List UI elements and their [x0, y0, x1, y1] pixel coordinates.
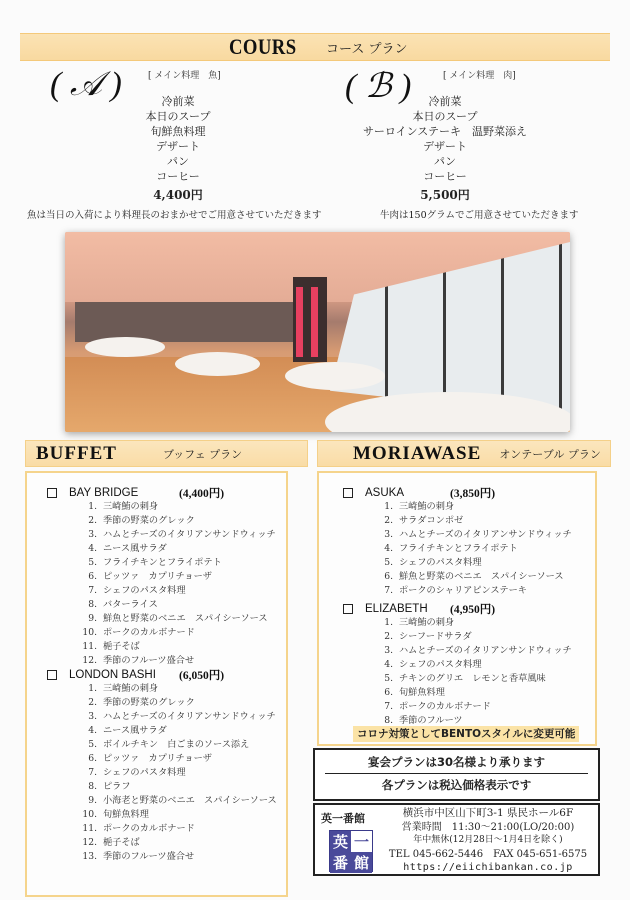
list-item: 4. ニース風サラダ — [88, 543, 167, 554]
list-item: 12. 季節のフルーツ盛合せ — [82, 655, 195, 666]
menu-item: 冷前菜 — [428, 95, 462, 108]
menu-item: パン — [434, 155, 456, 168]
course-main-tag-b: [ メイン料理 肉] — [443, 71, 516, 81]
course-price-a: 4,400円 — [153, 188, 203, 202]
list-item: 9. 小海老と野菜のベニエ スパイシーソース — [88, 795, 277, 806]
shop-logo-icon — [329, 830, 373, 872]
list-item: 9. 鮮魚と野菜のベニエ スパイシーソース — [88, 613, 268, 624]
list-item: 6. 鮮魚と野菜のベニエ スパイシーソース — [384, 571, 564, 582]
list-item: 1. 三崎鮪の刺身 — [88, 501, 159, 512]
plan-items — [373, 616, 572, 728]
list-item: 2. シーフードサラダ — [384, 631, 472, 642]
menu-item: 本日のスープ — [145, 110, 211, 123]
list-item: 6. ピッツァ カプリチョーザ — [88, 753, 212, 764]
photo-table — [85, 337, 165, 357]
menu-item: 旬鮮魚料理 — [150, 125, 206, 138]
menu-item: サーロインステーキ 温野菜添え — [362, 125, 528, 138]
list-item: 8. 季節のフルーツ — [384, 715, 463, 726]
course-menu-a — [78, 94, 278, 184]
buffet-title-en: BUFFET — [36, 442, 117, 464]
cours-title-jp: コース プラン — [326, 41, 408, 57]
list-item: 8. ピラフ — [88, 781, 131, 792]
logo-char: 一 — [351, 831, 372, 852]
notice-tax-included: 各プランは税込価格表示です — [381, 778, 532, 792]
moriawase-title-en: MORIAWASE — [353, 442, 482, 464]
shop-info-box — [313, 803, 600, 876]
list-item: 7. シェフのパスタ料理 — [88, 585, 186, 596]
course-letter-b: ( ℬ ) — [345, 68, 412, 105]
list-item: 11. ポークのカルボナード — [82, 823, 195, 834]
photo-table — [285, 362, 385, 390]
notice-box — [313, 748, 600, 801]
moriawase-plan-elizabeth — [343, 601, 572, 728]
corona-bento-note: コロナ対策としてBENTOスタイルに変更可能 — [353, 726, 579, 742]
list-item: 1. 三崎鮪の刺身 — [384, 617, 455, 628]
shop-hours: 営業時間 11:30～21:00(LO/20:00) — [401, 821, 575, 833]
menu-item: 冷前菜 — [161, 95, 195, 108]
plan-price: (4,950円) — [450, 603, 496, 616]
list-item: 6. ピッツァ カプリチョーザ — [88, 571, 212, 582]
buffet-header — [25, 440, 308, 467]
menu-item: デザート — [423, 140, 467, 153]
menu-item: パン — [167, 155, 189, 168]
plan-price: (6,050円) — [179, 669, 225, 682]
plan-price: (4,400円) — [179, 487, 225, 500]
list-item: 12. 梔子そば — [82, 837, 140, 848]
list-item: 11. 梔子そば — [82, 641, 140, 652]
plan-price: (3,850円) — [450, 487, 496, 500]
list-item: 4. シェフのパスタ料理 — [384, 659, 482, 670]
shop-holidays: 年中無休(12月28日～1月4日を除く) — [413, 835, 563, 845]
logo-char: 英 — [330, 831, 351, 852]
list-item: 10. ポークのカルボナード — [82, 627, 195, 638]
list-item: 4. ニース風サラダ — [88, 725, 167, 736]
buffet-plan-bay-bridge — [47, 485, 276, 668]
buffet-plans-box — [25, 471, 288, 897]
course-letter-a: ( 𝒜 ) — [50, 66, 122, 103]
list-item: 5. シェフのパスタ料理 — [384, 557, 482, 568]
plan-name: BAY BRIDGE — [69, 486, 139, 499]
course-menu-b — [345, 94, 545, 184]
moriawase-header — [317, 440, 611, 467]
plan-items — [77, 500, 276, 668]
list-item: 3. ハムとチーズのイタリアンサンドウィッチ — [88, 711, 276, 722]
moriawase-title-jp: オンテーブル プラン — [499, 447, 601, 461]
plan-name: ASUKA — [365, 486, 404, 499]
list-item: 3. ハムとチーズのイタリアンサンドウィッチ — [88, 529, 276, 540]
list-item: 3. ハムとチーズのイタリアンサンドウィッチ — [384, 529, 572, 540]
list-item: 13. 季節のフルーツ盛合せ — [82, 851, 195, 862]
buffet-title-jp: ブッフェ プラン — [162, 447, 243, 461]
list-item: 5. チキンのグリエ レモンと香草風味 — [384, 673, 546, 684]
list-item: 3. ハムとチーズのイタリアンサンドウィッチ — [384, 645, 572, 656]
menu-item: 本日のスープ — [412, 110, 478, 123]
list-item: 7. ポークのシャリアピンステーキ — [384, 585, 527, 596]
logo-char: 館 — [351, 852, 372, 873]
list-item: 1. 三崎鮪の刺身 — [88, 683, 159, 694]
list-item: 4. フライチキンとフライポテト — [384, 543, 518, 554]
checkbox[interactable] — [343, 604, 353, 614]
list-item: 5. ボイルチキン 白ごまのソース添え — [88, 739, 250, 750]
course-note-b: 牛肉は150グラムでご用意させていただきます — [380, 210, 579, 221]
plan-name: ELIZABETH — [365, 602, 428, 615]
plan-items — [77, 682, 277, 864]
course-main-tag-a: [ メイン料理 魚] — [148, 71, 221, 81]
moriawase-plan-asuka — [343, 485, 572, 598]
list-item: 8. バターライス — [88, 599, 158, 610]
photo-table — [175, 352, 260, 376]
plan-name: LONDON BASHI — [69, 668, 156, 681]
list-item: 1. 三崎鮪の刺身 — [384, 501, 455, 512]
list-item: 2. 季節の野菜のグレック — [88, 515, 195, 526]
menu-item: デザート — [156, 140, 200, 153]
shop-contact — [377, 807, 599, 875]
menu-item: コーヒー — [423, 170, 467, 183]
list-item: 2. サラダコンポゼ — [384, 515, 464, 526]
list-item: 7. シェフのパスタ料理 — [88, 767, 186, 778]
notice-min-guests: 宴会プランは30名様より承ります — [325, 754, 588, 774]
photo-pillar — [293, 277, 327, 362]
cours-banner — [20, 33, 610, 61]
plan-items — [373, 500, 572, 598]
shop-tel-fax: TEL 045-662-5446 FAX 045-651-6575 — [388, 848, 588, 860]
logo-char: 番 — [330, 852, 351, 873]
shop-address: 横浜市中区山下町3-1 県民ホール6F — [402, 807, 574, 819]
shop-name: 英一番館 — [321, 812, 365, 825]
list-item: 2. 季節の野菜のグレック — [88, 697, 195, 708]
checkbox[interactable] — [343, 488, 353, 498]
list-item: 10. 旬鮮魚料理 — [82, 809, 149, 820]
checkbox[interactable] — [47, 670, 57, 680]
cours-title-en: COURS — [228, 34, 297, 59]
photo-back-wall — [75, 302, 325, 342]
list-item: 6. 旬鮮魚料理 — [384, 687, 445, 698]
list-item: 5. フライチキンとフライポテト — [88, 557, 222, 568]
course-note-a: 魚は当日の入荷により料理長のおまかせでご用意させていただきます — [27, 210, 322, 221]
menu-item: コーヒー — [156, 170, 200, 183]
list-item: 7. ポークのカルボナード — [384, 701, 491, 712]
moriawase-plans-box — [317, 471, 597, 746]
banquet-hall-photo — [65, 232, 570, 432]
shop-url-link[interactable]: https://eiichibankan.co.jp — [403, 862, 573, 873]
buffet-plan-london-bashi — [47, 667, 277, 864]
checkbox[interactable] — [47, 488, 57, 498]
course-price-b: 5,500円 — [420, 188, 470, 202]
